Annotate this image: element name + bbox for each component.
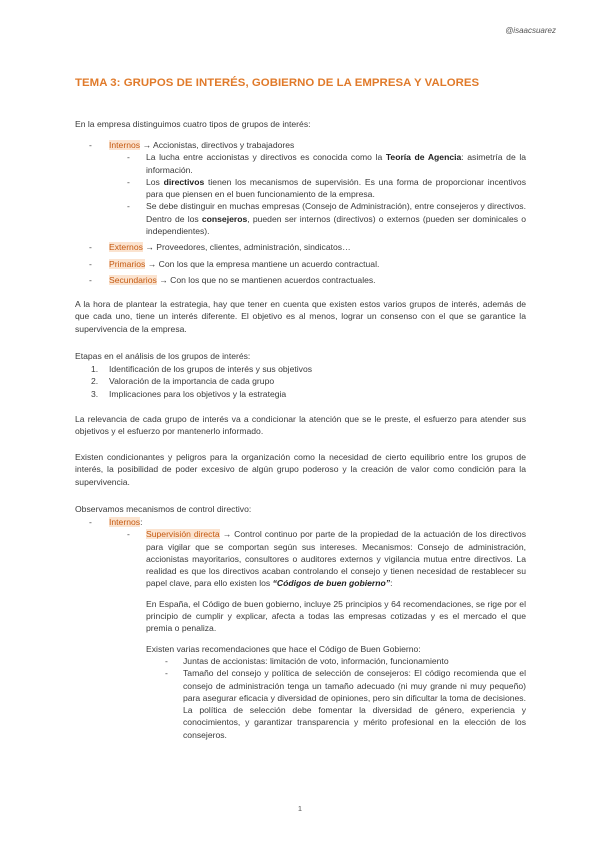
highlight-internos-mecanismos: Internos <box>109 517 141 527</box>
list-item: - Los directivos tienen los mecanismos de supervisión. Es una forma de proporcionar incentivos para que piensen en el buen funcionamiento de la empresa. <box>127 176 526 200</box>
list-item: 2. Valoración de la importancia de cada grupo <box>91 376 275 387</box>
page-number: 1 <box>297 804 303 813</box>
highlight-secundarios: Secundarios <box>109 274 157 285</box>
paragraph-espana: En España, el Código de buen gobierno, incluye 25 principios y 64 recomendaciones, se rige por el principio de cumplir y explicar, afecta a todas las empresas cotizadas y es el mercado el que premia o penaliza. <box>146 598 526 634</box>
etapas-intro: Etapas en el análisis de los grupos de interés: <box>75 351 251 361</box>
author-handle: @isaacsuarez <box>505 26 556 35</box>
page-title: TEMA 3: GRUPOS DE INTERÉS, GOBIERNO DE LA EMPRESA Y VALORES <box>75 77 480 89</box>
list-item: - Tamaño del consejo y política de selección de consejeros: El código recomienda que el consejo de administración tenga un tamaño adecuado (ni muy grande ni muy pequeño) para asegurar eficacia y diversidad de opiniones, pero sin dificultar la toma de decisiones. La política de selección debe fomentar la diversidad de género, experiencia y conocimientos, y garantizar transparencia y mérito profesional en la elección de los consejeros. <box>165 668 526 740</box>
list-item: - Juntas de accionistas: limitación de voto, información, funcionamiento <box>165 655 449 666</box>
etapas-list <box>75 363 526 400</box>
list-item: - La lucha entre accionistas y directivos es conocida como la Teoría de Agencia: asimetría de la información. <box>127 152 527 175</box>
paragraph-estrategia: A la hora de plantear la estrategia, hay que tener en cuenta que existen estos varios grupos de interés, además de que cada uno, tiene un interés diferente. El objetivo es al menos, lograr un consenso con el que se garantice la supervivencia de la empresa. <box>75 299 526 334</box>
list-item: 1. Identificación de los grupos de interés y sus objetivos <box>91 364 313 374</box>
list-item: - Internos: <box>89 517 143 527</box>
mecanismos-list <box>75 516 526 741</box>
list-item: - Externos → Proveedores, clientes, administración, sindicatos… <box>89 242 351 253</box>
recomendaciones-intro: Existen varias recomendaciones que hace el Código de Buen Gobierno: <box>146 643 421 654</box>
paragraph-relevancia: La relevancia de cada grupo de interés va a condicionar la atención que se le preste, el esfuerzo para atender sus objetivos y el esfuerzo por mantenerlo informado. <box>75 414 526 437</box>
list-item: - Secundarios → Con los que no se mantienen acuerdos contractuales. <box>89 274 376 285</box>
list-item: - Se debe distinguir en muchas empresas (Consejo de Administración), entre consejeros y directivos. Dentro de los consejeros, pueden ser internos (directivos) o externos (pueden ser dominicales o independientes). <box>127 201 526 237</box>
mecanismos-intro: Observamos mecanismos de control directivo: <box>75 504 252 514</box>
highlight-externos: Externos <box>109 242 143 253</box>
list-item: 3. Implicaciones para los objetivos y la estrategia <box>91 388 287 399</box>
highlight-primarios: Primarios <box>109 258 146 269</box>
highlight-internos: Internos <box>109 140 141 150</box>
list-item: - Internos → Accionistas, directivos y trabajadores <box>89 140 295 150</box>
paragraph-condicionantes: Existen condicionantes y peligros para la organización como la necesidad de cierto equilibrio entre los grupos de interés, la posibilidad de poder excesivo de algún grupo poderoso y la creación de valor como condición para la supervivencia. <box>75 452 526 487</box>
list-item: - Primarios → Con los que la empresa mantiene un acuerdo contractual. <box>89 258 380 269</box>
groups-list <box>75 139 526 286</box>
highlight-supervision: Supervisión directa <box>146 529 220 540</box>
intro-text: En la empresa distinguimos cuatro tipos de grupos de interés: <box>75 119 311 129</box>
list-item: - Supervisión directa → Control continuo por parte de la propiedad de la actuación de los directivos para vigilar que se comportan según sus intereses. Mecanismos: Consejo de administración, accionistas mayoritarios, consultores o auditores externos y vigilancia mutua entre directivos. La realidad es que los directivos acaban controlando el consejo y tienen necesidad de restablecer su papel clave, para ello existen los “Códigos de buen gobierno”: <box>127 529 526 589</box>
